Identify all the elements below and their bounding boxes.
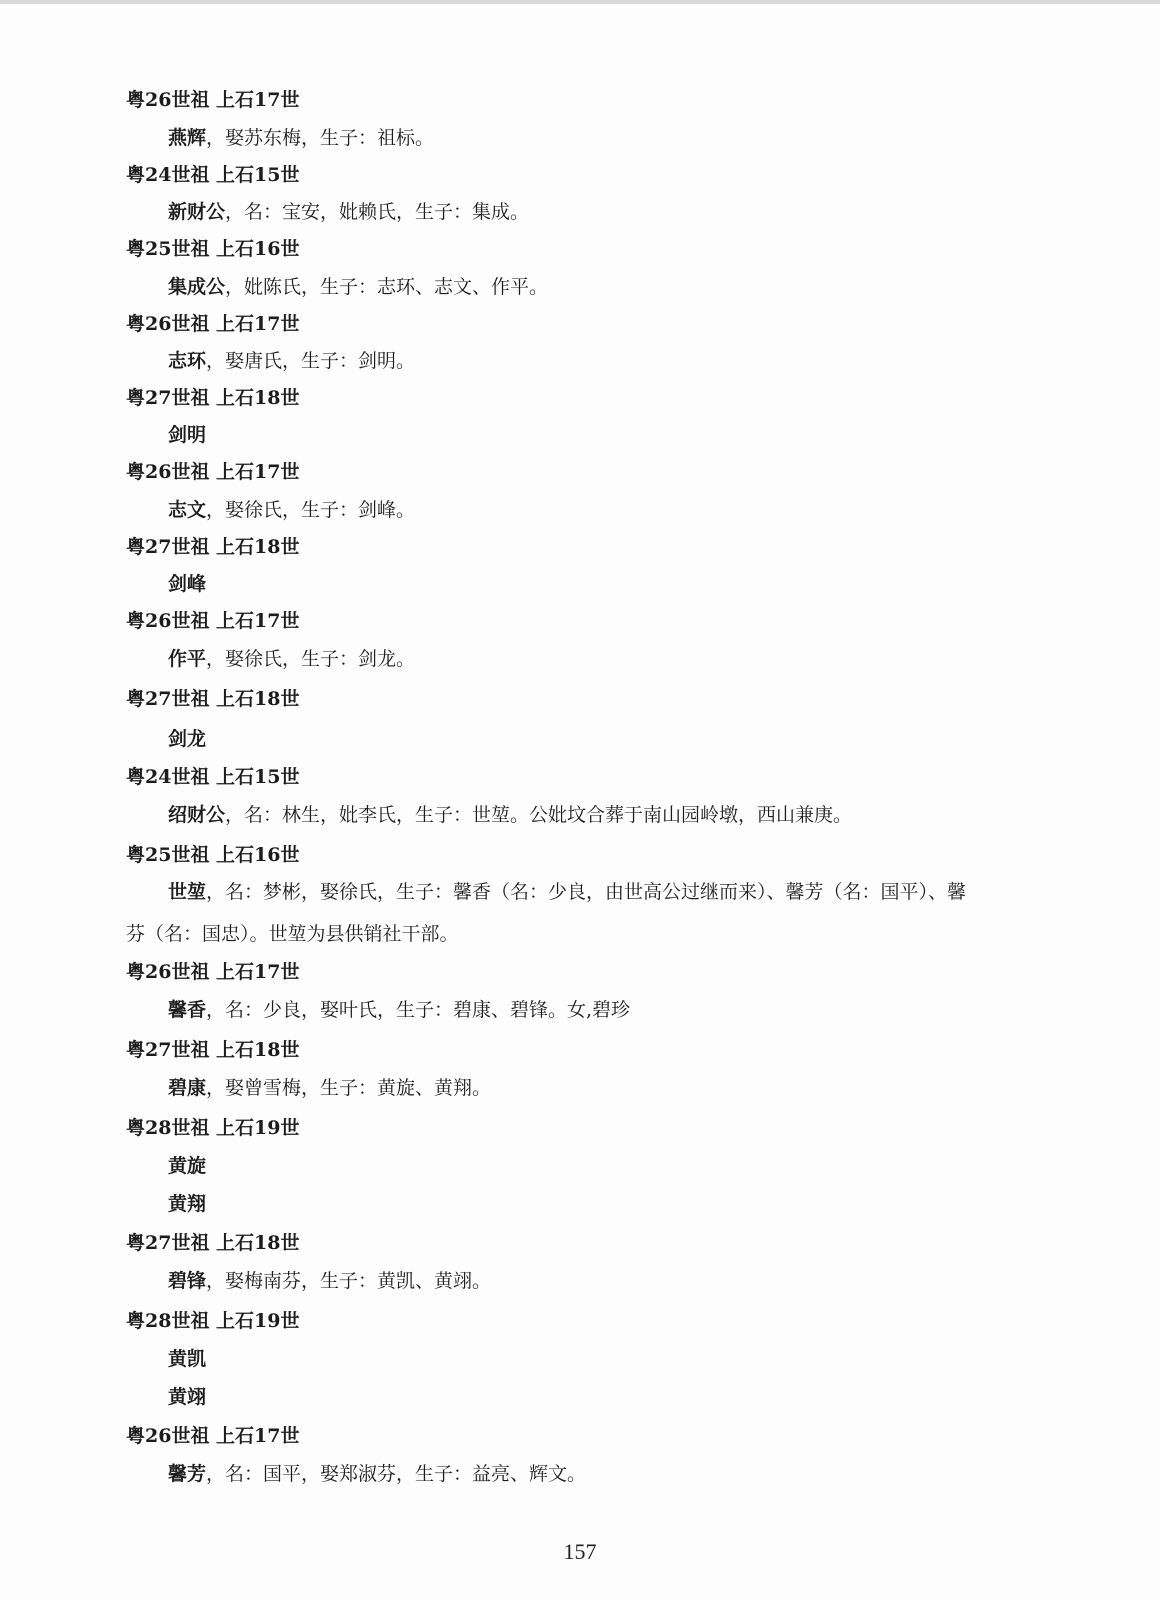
person-name: 世堃 xyxy=(168,881,207,903)
person-details: ，名：梦彬，娶徐氏，生子：馨香（名：少良，由世高公过继而来）、馨芳（名：国平）、馨 xyxy=(206,881,967,903)
person-details: ，名：宝安，妣赖氏，生子：集成。 xyxy=(225,201,530,223)
person-details: ，娶曾雪梅，生子：黄旋、黄翔。 xyxy=(206,1077,492,1099)
person-name: 黄翊 xyxy=(168,1386,207,1408)
generation-heading: 粤27世祖 上石18世 xyxy=(126,536,300,558)
generation-heading: 粤25世祖 上石16世 xyxy=(126,238,300,260)
generation-heading: 粤26世祖 上石17世 xyxy=(126,1425,300,1447)
person-name: 集成公 xyxy=(168,276,226,298)
generation-heading: 粤27世祖 上石18世 xyxy=(126,1232,300,1254)
person-details: ，娶唐氏，生子：剑明。 xyxy=(206,350,416,372)
person-entry xyxy=(168,1154,206,1178)
person-entry xyxy=(168,1347,206,1371)
person-details: ，娶苏东梅，生子：祖标。 xyxy=(206,127,435,149)
person-name: 黄翔 xyxy=(168,1193,207,1215)
person-name: 新财公 xyxy=(168,201,226,223)
generation-heading: 粤26世祖 上石17世 xyxy=(126,89,300,111)
person-entry xyxy=(168,1462,586,1486)
person-entry xyxy=(168,200,529,224)
person-name: 作平 xyxy=(168,648,207,670)
person-name: 志文 xyxy=(168,499,207,521)
person-name: 碧康 xyxy=(168,1077,207,1099)
person-entry xyxy=(168,498,415,522)
person-entry xyxy=(168,349,415,373)
person-entry xyxy=(168,1269,491,1293)
person-entry xyxy=(168,423,206,447)
person-details: ，娶徐氏，生子：剑龙。 xyxy=(206,648,416,670)
generation-heading: 粤27世祖 上石18世 xyxy=(126,688,300,710)
person-name: 燕辉 xyxy=(168,127,207,149)
person-details: ，娶梅南芬，生子：黄凯、黄翊。 xyxy=(206,1270,492,1292)
person-name: 黄旋 xyxy=(168,1155,207,1177)
person-entry xyxy=(168,275,548,299)
generation-heading: 粤26世祖 上石17世 xyxy=(126,961,300,983)
person-name: 绍财公 xyxy=(168,804,226,826)
generation-heading: 粤24世祖 上石15世 xyxy=(126,766,300,788)
generation-heading: 粤26世祖 上石17世 xyxy=(126,313,300,335)
person-details: ，娶徐氏，生子：剑峰。 xyxy=(206,499,416,521)
person-entry xyxy=(168,998,630,1022)
person-name: 馨芳 xyxy=(168,1463,207,1485)
person-entry xyxy=(168,647,415,671)
person-entry xyxy=(168,727,206,751)
generation-heading: 粤25世祖 上石16世 xyxy=(126,844,300,866)
person-name: 剑龙 xyxy=(168,728,207,750)
person-entry xyxy=(168,572,206,596)
generation-heading: 粤27世祖 上石18世 xyxy=(126,387,300,409)
generation-heading: 粤28世祖 上石19世 xyxy=(126,1117,300,1139)
person-entry xyxy=(168,1076,491,1100)
scan-top-edge xyxy=(0,0,1160,4)
person-details: ，名：少良，娶叶氏，生子：碧康、碧锋。女,碧珍 xyxy=(206,999,631,1021)
page-number: 157 xyxy=(563,1539,597,1564)
person-name: 黄凯 xyxy=(168,1348,207,1370)
person-details: ，名：林生，妣李氏，生子：世堃。公妣坟合葬于南山园岭墩，西山兼庚。 xyxy=(225,804,853,826)
person-name: 志环 xyxy=(168,350,207,372)
person-entry xyxy=(168,126,434,150)
person-details: ，名：国平，娶郑淑芬，生子：益亮、辉文。 xyxy=(206,1463,587,1485)
person-entry xyxy=(168,880,966,904)
person-entry xyxy=(168,1385,206,1409)
generation-heading: 粤27世祖 上石18世 xyxy=(126,1039,300,1061)
generation-heading: 粤24世祖 上石15世 xyxy=(126,164,300,186)
person-entry xyxy=(168,1192,206,1216)
person-entry xyxy=(168,803,852,827)
person-name: 剑明 xyxy=(168,424,207,446)
generation-heading: 粤26世祖 上石17世 xyxy=(126,610,300,632)
person-name: 剑峰 xyxy=(168,573,207,595)
person-name: 馨香 xyxy=(168,999,207,1021)
entry-continuation: 芬（名：国忠）。世堃为县供销社干部。 xyxy=(126,923,459,945)
generation-heading: 粤28世祖 上石19世 xyxy=(126,1310,300,1332)
person-details: ，妣陈氏，生子：志环、志文、作平。 xyxy=(225,276,549,298)
person-name: 碧锋 xyxy=(168,1270,207,1292)
generation-heading: 粤26世祖 上石17世 xyxy=(126,461,300,483)
